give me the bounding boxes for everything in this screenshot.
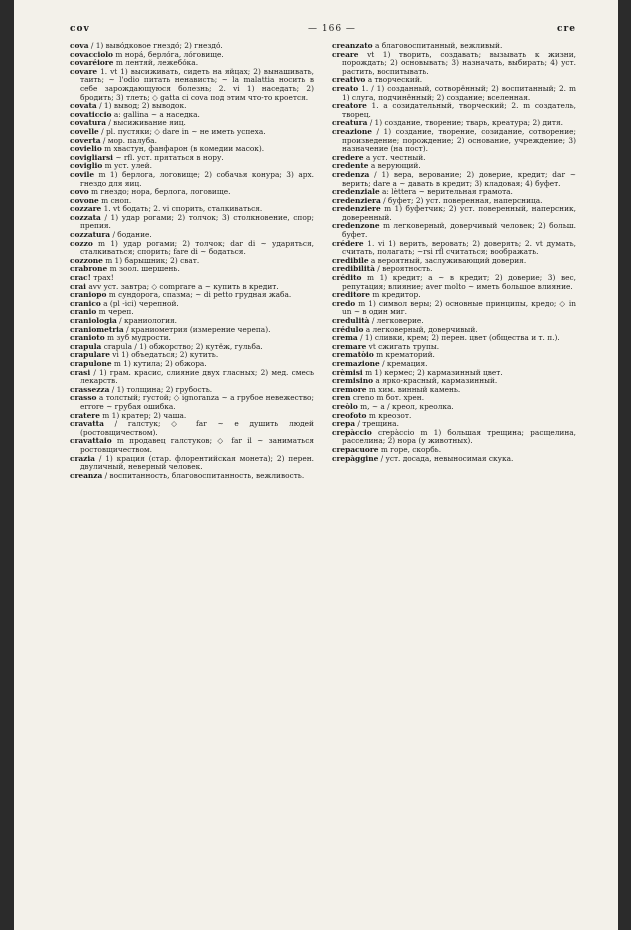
dictionary-entry [70,214,314,231]
entry-definition: / краниология. [119,316,178,325]
scanned-page [14,0,618,930]
entry-headword: cozzo [70,238,93,248]
entry-definition: m креозот. [368,410,412,420]
entry-definition: m 1) кутила; 2) обжора. [113,358,207,368]
entry-definition: / бодание. [112,230,152,240]
entry-definition: / мор. палуба. [102,135,157,145]
entry-headword: crapula [70,341,102,351]
entry-headword: cratere [70,410,100,420]
entry-definition: m зуб мудрости. [107,333,171,343]
entry-headword: cranio [70,307,97,317]
entry-headword: covo [70,187,89,197]
entry-definition: / 1) вера, верование; 2) доверие, кредит; dar ~ верить; dare a ~ давать в кредит; 3) кладовая; 4) буфет. [342,169,576,188]
entry-headword: coverta [70,135,101,145]
entry-headword: crédere [332,238,364,248]
entry-definition: a уст. честный. [365,152,426,162]
left-column [70,42,314,902]
entry-definition: / высиживание яиц. [108,118,186,128]
entry-definition: 1. vt 1) высиживать, сидеть на яйцах; 2) вынашивать, таить; ~ l'odio питать ненависть; ~ la malattia носить в себе зарождающуюся болезнь; 2. vi 1) наседать; 2) бродить; 3) тлеть; ◇ gatta ci cova под этим что-то кроется. [80,66,314,102]
entry-headword: creditore [332,290,371,300]
entry-definition: m хвастун, фанфарон (в комедии масок). [104,144,265,154]
entry-definition: / кремация. [382,358,428,368]
entry-definition: / легковерие. [371,316,424,325]
entry-headword: creofoto [332,410,367,420]
running-head [70,24,576,38]
dictionary-entry [70,171,314,188]
entry-headword: cranico [70,298,101,308]
entry-headword: cravatta [70,419,104,429]
entry-headword: creare [332,49,359,59]
entry-definition: a вероятный, заслуживающий доверия. [370,255,527,265]
entry-definition: m, ~ a / креол, креолка. [360,401,454,411]
entry-definition: m 1) кермес; 2) кармазинный цвет. [365,367,503,377]
entry-headword: cravattaio [70,436,112,446]
entry-definition: 1. vi 1) верить, веровать; 2) доверять; 2. vt думать, считать, полагать; ~rsi rfl считаться; воображать. [342,238,576,257]
entry-definition: m крематорий. [376,350,435,360]
entry-headword: cozzata [70,212,101,222]
entry-headword: crai [70,281,86,291]
entry-definition: a верующий. [370,161,421,171]
entry-headword: covacciolo [70,49,113,59]
entry-definition: / 1) грам. красис, слияние двух гласных; 2) мед. смесь лекарств. [80,367,314,386]
entry-definition: m череп. [98,307,134,317]
entry-headword: crapulone [70,358,112,368]
entry-definition: / 1) толщина; 2) грубость. [111,384,213,394]
entry-definition: a: lèttera ~ верительная грамота. [382,187,513,197]
entry-headword: cozzatura [70,230,111,240]
entry-headword: cremisino [332,376,373,386]
entry-headword: cranioto [70,333,105,343]
entry-headword: crazia [70,453,95,463]
entry-headword: crabrone [70,264,108,274]
entry-definition: / 1) создание, творение, созидание, сотворение; произведение; порождение; 2) основание, учреждение; 3) назначение (на пост). [342,126,576,154]
entry-definition: a благовоспитанный, вежливый. [374,42,503,50]
entry-headword: craniometria [70,324,124,334]
dictionary-entry [332,429,576,446]
entry-headword: credibilità [332,264,375,274]
entry-headword: crédito [332,273,362,283]
entry-definition: 1. / 1) созданный, сотворённый; 2) воспитанный; 2. m 1) слуга, подчинённый; 2) создание; вселенная. [342,83,576,102]
entry-headword: covone [70,195,99,205]
entry-definition: m сундорога, спазма; ~ di petto грудная жаба. [108,290,292,300]
entry-headword: credibile [332,255,369,265]
entry-headword: covare [70,66,98,76]
dictionary-entry [70,455,314,472]
dictionary-entry [70,240,314,257]
entry-definition: creno m бот. хрен. [352,393,425,403]
entry-definition: avv уст. завтра; ◇ comprare a ~ купить в кредит. [88,281,279,291]
entry-headword: credenziera [332,195,381,205]
entry-definition: m уст. улей. [104,161,152,171]
dictionary-entry [332,85,576,102]
dictionary-entry [70,394,314,411]
entry-headword: crassezza [70,384,110,394]
entry-headword: credente [332,161,369,171]
entry-definition: m лентяй, лежебо́ка. [115,58,199,68]
entry-definition: / 1) удар рогами; 2) толчок; 3) столкновение, спор; препия. [80,212,314,231]
entry-definition: m нора́, берло́га, ло́говище. [115,49,224,59]
entry-definition: vt сжигать трупы. [368,341,440,351]
entry-definition: a легковерный, доверчивый. [365,324,478,334]
entry-definition: / 1) создание, творение; тварь, креатура; 2) дитя. [369,118,564,128]
entry-headword: creatore [332,101,367,111]
entry-definition: / вероятность. [377,264,433,274]
dictionary-entry [70,68,314,102]
entry-definition: m хим. винный камень. [368,384,461,394]
entry-headword: cren [332,393,351,403]
entry-definition: / 1) вывод; 2) выводок. [99,101,187,111]
entry-headword: crac! [70,273,91,283]
entry-definition: a творческий. [367,75,423,85]
entry-definition: m 1) буфетчик; 2) уст. поверенный, наперсник, доверенный. [342,204,576,222]
entry-definition: a: gallina ~ а наседка. [113,109,200,119]
entry-headword: creato [332,83,359,93]
entry-headword: cremazione [332,358,380,368]
entry-definition: / 1) крация (стар. флорентийская монета); 2) перен. двуличный, неверный человек. [80,453,314,472]
entry-headword: crapulare [70,350,110,360]
entry-headword: creanza [70,470,103,480]
entry-definition: m сноп. [101,195,132,205]
entry-headword: crasso [70,393,97,403]
entry-headword: cova [70,42,89,50]
entry-headword: covielio [70,144,102,154]
entry-definition: m 1) берлога, логовище; 2) собачья конура; 3) арх. гнездо для яиц. [80,169,314,188]
dictionary-entry [70,472,314,481]
entry-headword: creativo [332,75,366,85]
entry-definition: m 1) кредит; a ~ в кредит; 2) доверие; 3) вес, репутация; влияние; aver molto ~ иметь большое влияние. [342,273,576,291]
entry-headword: cozzare [70,204,102,214]
entry-headword: cozzone [70,255,103,265]
entry-definition: a ярко-красный, кармазинный. [375,376,498,386]
entry-definition: a толстый; густой; ◇ ignoranza ~ а грубое невежество; errore ~ грубая ошибка. [80,393,314,411]
entry-headword: crepacuore [332,444,379,454]
running-head-right-guideword: cre [557,24,576,34]
entry-definition: / галстук; ◇ far ~ е душить людей (ростовщичеством). [80,419,314,437]
entry-headword: creanzato [332,42,373,50]
entry-definition: / трещина. [357,419,399,429]
dictionary-entry [332,102,576,119]
entry-definition: ~ rfl. уст. прятаться в нору. [115,152,224,162]
dictionary-entry [332,128,576,154]
running-head-left-guideword: cov [70,24,90,34]
entry-definition: / буфет; 2) уст. поверенная, наперсница. [383,195,543,205]
entry-definition: m легковерный, доверчивый человек; 2) больш. буфет. [342,221,576,240]
entry-headword: creazione [332,126,372,136]
dictionary-entry [332,274,576,291]
entry-headword: cremare [332,341,367,351]
dictionary-entry [70,420,314,437]
dictionary-entry [332,51,576,77]
dictionary-entry [332,300,576,317]
entry-definition: / воспитанность, благовоспитанность, вежливость. [104,470,305,480]
right-column [332,42,576,902]
entry-definition: 1. a созидательный, творческий; 2. m создатель, творец. [342,101,576,119]
entry-headword: crematòio [332,350,374,360]
dictionary-entry [332,222,576,239]
entry-headword: credenziale [332,187,380,197]
entry-headword: crasi [70,367,91,377]
page-number: — 166 — [308,24,356,34]
entry-definition: m продавец галстуков; ◇ far il ~ заниматься ростовщичеством. [80,436,314,454]
entry-headword: covigliarsi [70,152,113,162]
entry-definition: / 1) выво́дковое гнездо́; 2) гнездо́. [90,42,223,50]
entry-definition: crepàccio m 1) большая трещина; расщелина, расселина; 2) нора (у животных). [342,427,576,446]
entry-headword: creòlo [332,401,358,411]
entry-headword: covatura [70,118,106,128]
dictionary-entry [332,240,576,257]
entry-headword: credenza [332,169,370,179]
entry-definition: / краниометрия (измерение черепа). [126,324,271,334]
entry-headword: craniopo [70,290,107,300]
entry-definition: / pl. пустяки; ◇ dare in ~ не иметь успеха. [101,126,266,136]
entry-definition: 1. vt бодать; 2. vi спорить, сталкиваться. [103,204,263,214]
entry-headword: covelle [70,126,99,136]
entry-headword: credulità [332,316,370,325]
entry-headword: credere [332,152,364,162]
entry-definition: m горе, скорбь. [380,444,442,454]
entry-headword: crepàggine [332,453,379,463]
entry-definition: m 1) удар рогами; 2) толчок; dar di ~ ударяться, сталкиваться; спорить; fare di ~ бодаться. [80,238,314,257]
entry-definition: m 1) символ веры; 2) основные принципы, кредо; ◇ in un ~ в один миг. [342,298,576,317]
entry-headword: creatura [332,118,368,128]
dictionary-entry [332,171,576,188]
entry-definition: / уст. досада, невыносимая скука. [380,453,514,463]
dictionary-entry [70,437,314,454]
entry-definition: m зоол. шершень. [109,264,180,274]
entry-definition: m 1) барышник; 2) сват. [105,255,200,265]
entry-headword: crèmisi [332,367,363,377]
entry-definition: vi 1) объедаться; 2) кутить. [112,350,219,360]
entry-headword: crédulo [332,324,364,334]
entry-headword: crepàccio [332,427,372,437]
entry-headword: covaticcio [70,109,112,119]
entry-headword: craniologia [70,316,117,325]
entry-headword: crepa [332,419,356,429]
dictionary-entry [332,205,576,222]
entry-headword: credenzone [332,221,380,231]
entry-headword: crema [332,333,358,343]
entry-definition: crapula / 1) обжорство; 2) кутёж, гульба. [103,341,263,351]
entry-headword: cremore [332,384,367,394]
entry-headword: credo [332,298,356,308]
entry-headword: credenziere [332,204,381,214]
entry-definition: m 1) кратер; 2) чаша. [102,410,187,420]
dictionary-page [70,24,576,904]
dictionary-entry [70,369,314,386]
entry-definition: a (pl -ici) черепной. [103,298,179,308]
entry-definition: трах! [93,273,114,283]
entry-headword: covaréiore [70,58,114,68]
entry-headword: coviglio [70,161,103,171]
entry-headword: covata [70,101,97,111]
dictionary-entry [332,455,576,464]
entry-definition: / 1) сливки, крем; 2) перен. цвет (общества и т. п.). [360,333,560,343]
entry-definition: m гнездо; нора, берлога, логовище. [91,187,231,197]
entry-definition: vt 1) творить, создавать; вызывать к жизни, порождать; 2) основывать; 3) назначать, выбирать; 4) уст. растить, воспитывать. [342,49,576,76]
entry-definition: m кредитор. [372,290,421,300]
entry-headword: covile [70,169,95,179]
